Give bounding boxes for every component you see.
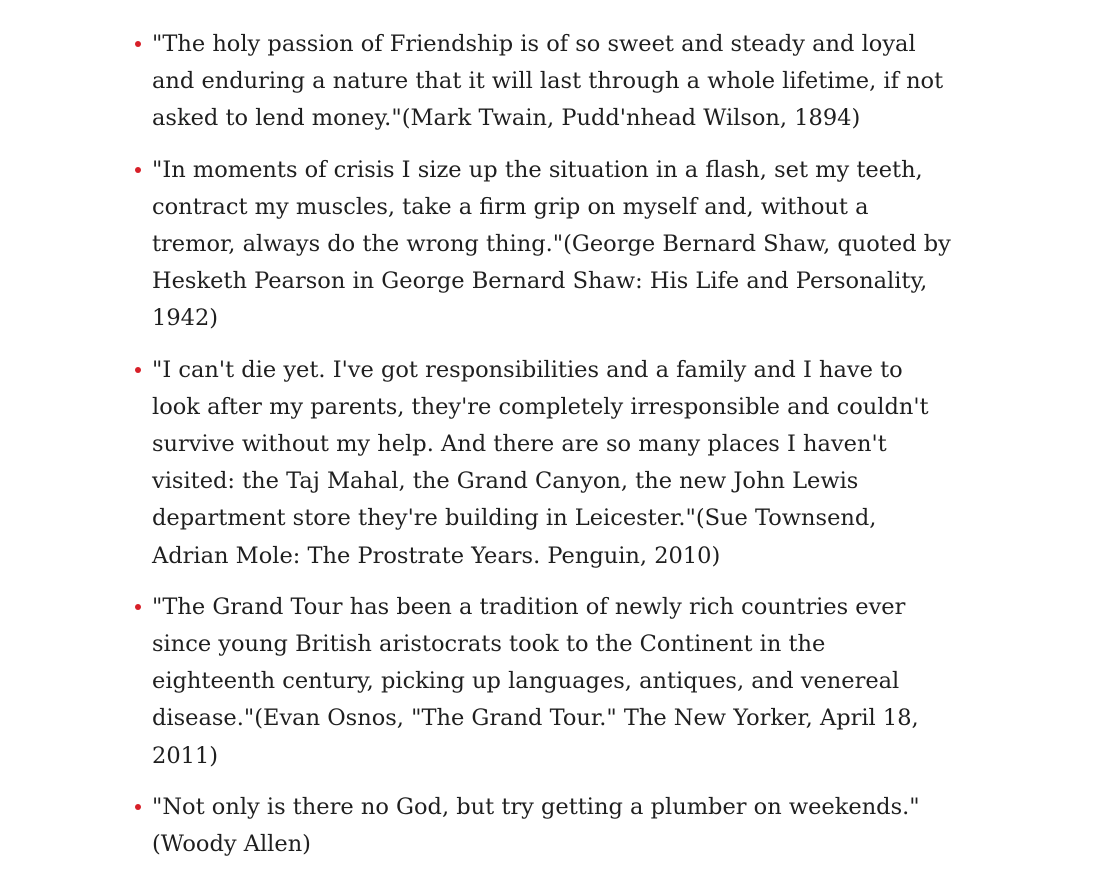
bullet-icon xyxy=(135,367,141,373)
quote-citation: (Woody Allen) xyxy=(152,831,311,858)
quote-citation: (Evan Osnos, "The Grand Tour." The New Yorker, April 18, 2011) xyxy=(152,705,919,769)
quote-text: "In moments of crisis I size up the situation in a flash, set my teeth, contract my muscles, take a firm grip on myself and, without a tremor, always do the wrong thing." xyxy=(152,156,923,258)
quote-item xyxy=(152,789,952,863)
quote-citation: (George Bernard Shaw, quoted by Hesketh Pearson in George Bernard Shaw: His Life and Personality, 1942) xyxy=(152,231,951,332)
quote-text: "I can't die yet. I've got responsibilities and a family and I have to look after my parents, they're completely irresponsible and couldn't survive without my help. And there are so many places I haven't visited: the Taj Mahal, the Grand Canyon, the new John Lewis department store they're building in Leicester." xyxy=(152,356,929,532)
quote-list xyxy=(152,26,952,877)
quote-citation: (Sue Townsend, Adrian Mole: The Prostrate Years. Penguin, 2010) xyxy=(152,505,877,569)
quote-text: "The holy passion of Friendship is of so sweet and steady and loyal and enduring a nature that it will last through a whole lifetime, if not asked to lend money." xyxy=(152,31,944,132)
bullet-icon xyxy=(135,41,141,47)
bullet-icon xyxy=(135,604,141,610)
quote-text: "The Grand Tour has been a tradition of newly rich countries ever since young British aristocrats took to the Continent in the eighteenth century, picking up languages, antiques, and venereal disease." xyxy=(152,593,906,732)
quote-text: "Not only is there no God, but try getting a plumber on weekends." xyxy=(152,793,920,820)
quote-item xyxy=(152,352,952,575)
quote-item xyxy=(152,26,952,138)
quote-item xyxy=(152,152,952,338)
quote-citation: (Mark Twain, Pudd'nhead Wilson, 1894) xyxy=(401,105,861,132)
quote-item xyxy=(152,589,952,775)
bullet-icon xyxy=(135,804,141,810)
bullet-icon xyxy=(135,167,141,173)
